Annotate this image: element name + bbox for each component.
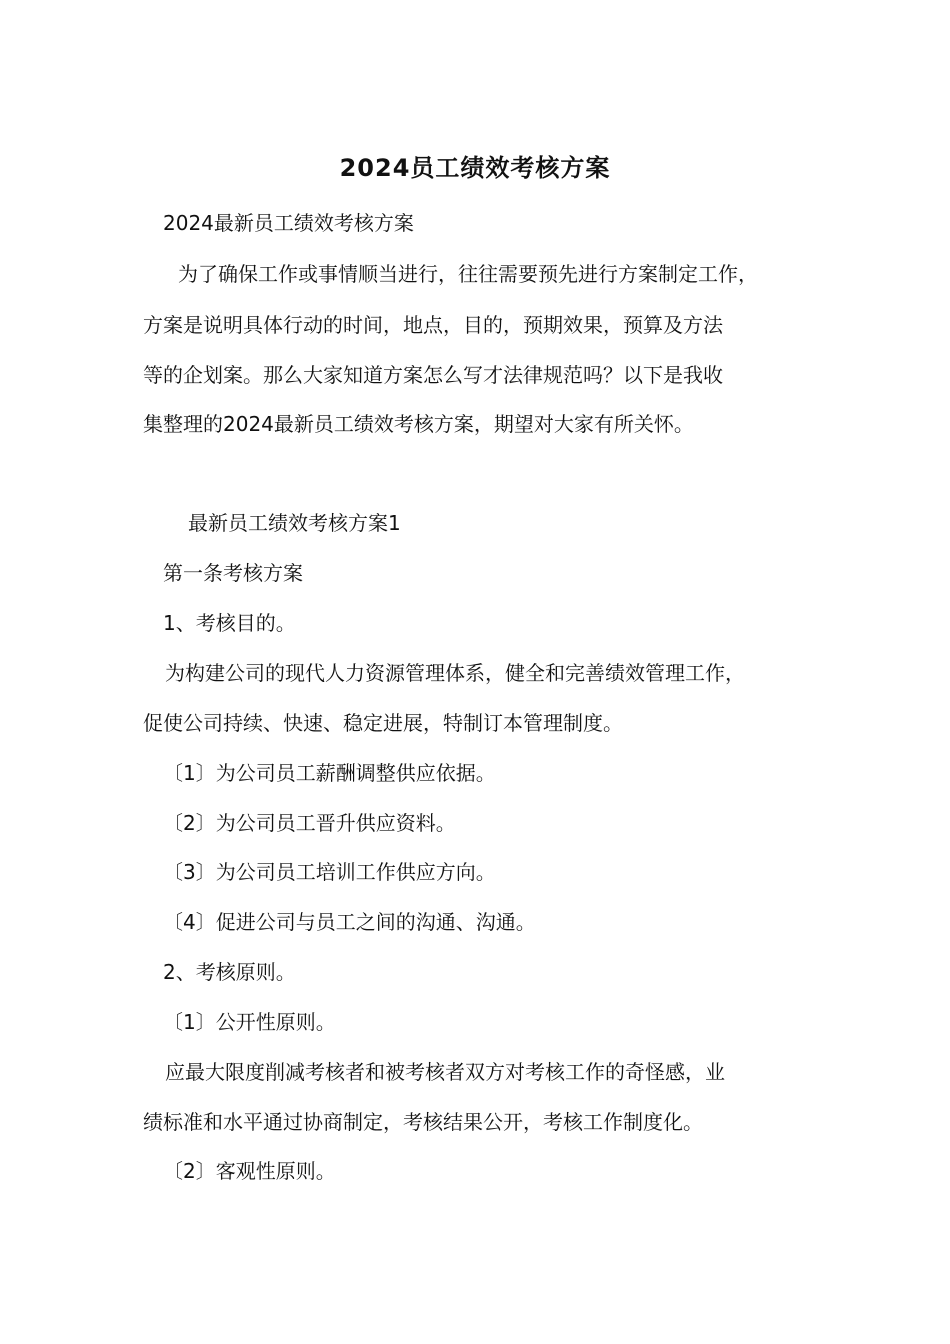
intro-paragraph-line: 方案是说明具体行动的时间，地点，目的，预期效果，预算及方法 [143, 313, 723, 337]
document-title: 2024员工绩效考核方案 [339, 154, 611, 182]
item-heading: 1、考核目的。 [163, 611, 296, 635]
subtitle-line: 2024最新员工绩效考核方案 [163, 211, 414, 235]
section-heading: 最新员工绩效考核方案1 [188, 511, 401, 535]
list-item: 〔3〕为公司员工培训工作供应方向。 [163, 860, 496, 884]
list-item: 〔4〕促进公司与员工之间的沟通、沟通。 [163, 910, 536, 934]
list-item: 〔2〕为公司员工晋升供应资料。 [163, 811, 456, 835]
list-item: 〔1〕为公司员工薪酬调整供应依据。 [163, 761, 496, 785]
paragraph-line: 促使公司持续、快速、稳定进展，特制订本管理制度。 [143, 711, 623, 735]
list-item: 〔1〕公开性原则。 [163, 1010, 336, 1034]
intro-paragraph-line: 集整理的2024最新员工绩效考核方案，期望对大家有所关怀。 [143, 412, 694, 436]
article-heading: 第一条考核方案 [163, 561, 303, 585]
intro-paragraph-line: 等的企划案。那么大家知道方案怎么写才法律规范吗？以下是我收 [143, 363, 723, 387]
list-item: 〔2〕客观性原则。 [163, 1159, 336, 1183]
item-heading: 2、考核原则。 [163, 960, 296, 984]
paragraph-line: 应最大限度削减考核者和被考核者双方对考核工作的奇怪感，业 [165, 1060, 725, 1084]
paragraph-line: 为构建公司的现代人力资源管理体系，健全和完善绩效管理工作， [165, 661, 745, 685]
paragraph-line: 绩标准和水平通过协商制定，考核结果公开，考核工作制度化。 [143, 1110, 703, 1134]
intro-paragraph-line: 为了确保工作或事情顺当进行，往往需要预先进行方案制定工作， [178, 262, 758, 286]
